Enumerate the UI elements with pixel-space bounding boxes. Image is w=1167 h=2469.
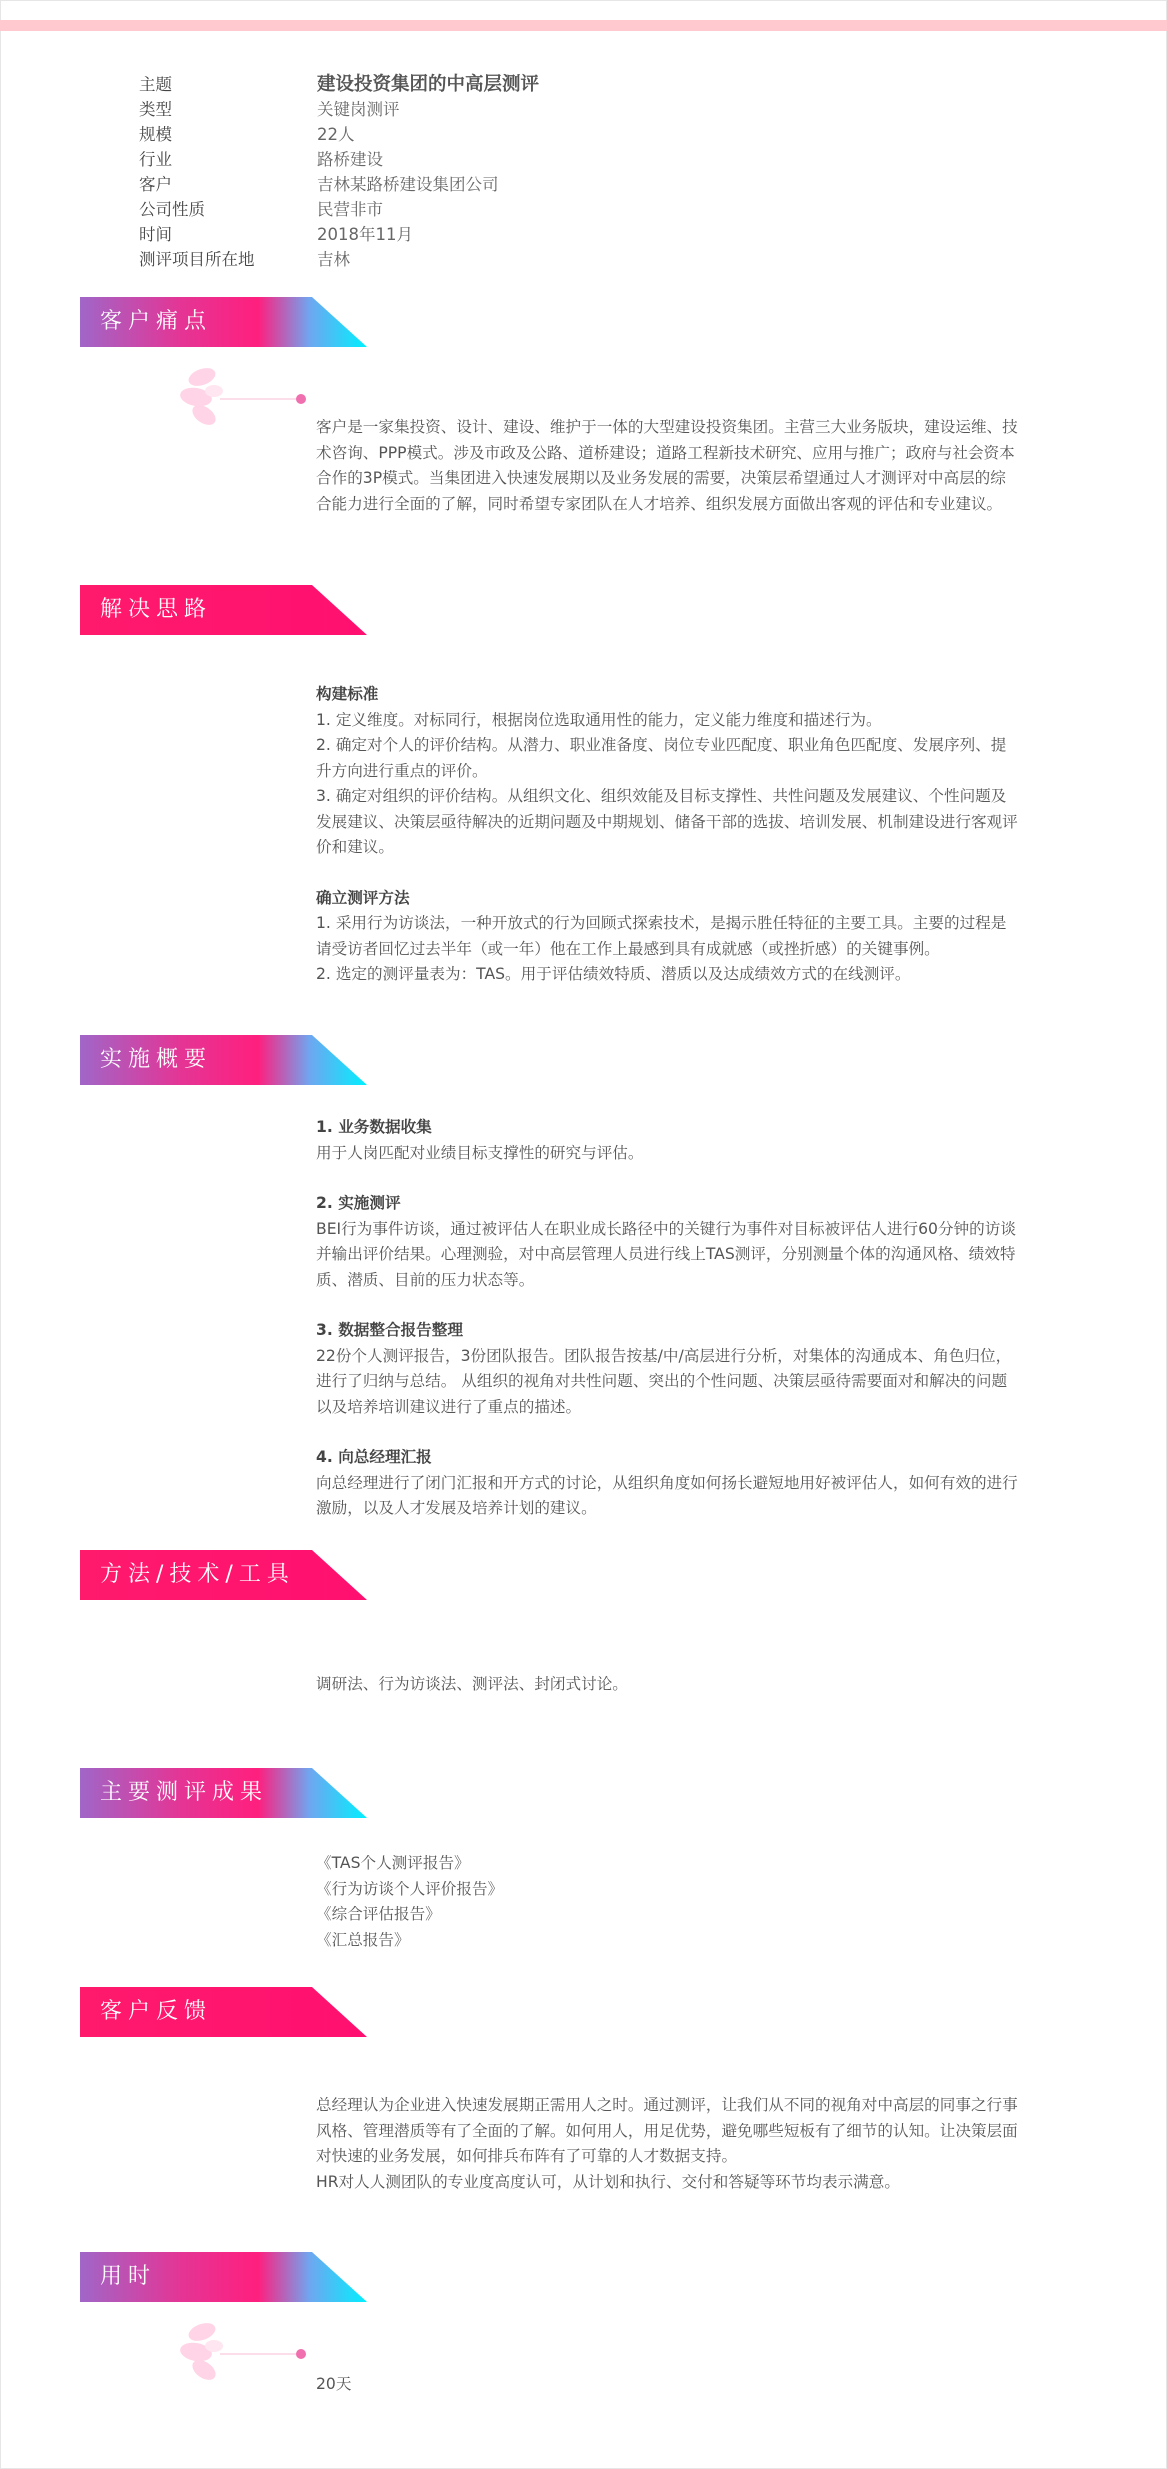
text-line: 客户是一家集投资、设计、建设、维护于一体的大型建设投资集团。主营三大业务版块，建设运维、技 (316, 418, 1018, 436)
info-key: 主题 (139, 75, 172, 94)
section-header-solution (80, 585, 367, 635)
subheading: 构建标准 (316, 685, 379, 703)
info-key: 公司性质 (139, 200, 205, 219)
flower-icon (180, 355, 310, 435)
text-line: HR对人人测团队的专业度高度认可，从计划和执行、交付和答疑等环节均表示满意。 (316, 2172, 900, 2191)
text-line: 总经理认为企业进入快速发展期正需用人之时。通过测评，让我们从不同的视角对中高层的同事之行事 (316, 2096, 1018, 2114)
text-line: 1. 定义维度。对标同行，根据岗位选取通用性的能力，定义能力维度和描述行为。 (316, 710, 882, 729)
text-line: 合作的3P模式。当集团进入快速发展期以及业务发展的需要，决策层希望通过人才测评对中高层的综 (316, 469, 1006, 487)
text-line: 请受访者回忆过去半年（或一年）他在工作上最感到具有成就感（或挫折感）的关键事例。 (316, 939, 940, 958)
text-line: 2. 确定对个人的评价结构。从潜力、职业准备度、岗位专业匹配度、职业角色匹配度、发展序列、提 (316, 736, 1007, 754)
info-key: 测评项目所在地 (139, 250, 255, 269)
text-line: 对快速的业务发展，如何排兵布阵有了可靠的人才数据支持。 (316, 2147, 738, 2165)
methods-content (316, 1672, 1084, 1698)
info-value: 2018年11月 (317, 225, 413, 244)
info-value: 路桥建设 (317, 150, 383, 169)
info-row-client (139, 172, 539, 197)
text-line: 价和建议。 (316, 838, 394, 856)
info-value: 关键岗测评 (317, 100, 400, 119)
flower-decoration (180, 2310, 310, 2390)
results-content (316, 1851, 1084, 1953)
info-value: 22人 (317, 125, 355, 144)
text-line: 以及培养培训建议进行了重点的描述。 (316, 1397, 582, 1416)
info-value: 民营非市 (317, 200, 383, 219)
info-row-time (139, 222, 539, 247)
info-value: 吉林 (317, 250, 350, 269)
text-line: 22份个人测评报告，3份团队报告。团队报告按基/中/高层进行分析，对集体的沟通成本、角色归位， (316, 1346, 1012, 1365)
info-value: 建设投资集团的中高层测评 (317, 74, 540, 95)
text-line: 《TAS个人测评报告》 (316, 1854, 470, 1872)
text-line: 《综合评估报告》 (316, 1905, 441, 1923)
info-row-location (139, 247, 539, 272)
section-title: 主要测评成果 (100, 1780, 269, 1805)
info-value: 吉林某路桥建设集团公司 (317, 175, 499, 194)
section-header-methods (80, 1550, 367, 1600)
info-key: 客户 (139, 175, 172, 194)
text-line: 质、潜质、目前的压力状态等。 (316, 1270, 535, 1289)
implementation-content (316, 1115, 1084, 1522)
text-line: 2. 选定的测评量表为：TAS。用于评估绩效特质、潜质以及达成绩效方式的在线测评。 (316, 965, 911, 983)
subheading: 2. 实施测评 (316, 1194, 401, 1212)
section-title: 解决思路 (100, 597, 213, 622)
section-title: 客户反馈 (100, 1999, 213, 2024)
section-title: 用时 (100, 2264, 157, 2289)
pain-content (316, 415, 1084, 517)
text-line: 《行为访谈个人评价报告》 (316, 1879, 504, 1898)
text-line: 《汇总报告》 (316, 1930, 410, 1949)
subheading: 1. 业务数据收集 (316, 1118, 432, 1136)
info-key: 时间 (139, 225, 172, 244)
info-row-industry (139, 147, 539, 172)
text-line: 进行了归纳与总结。 从组织的视角对共性问题、突出的个性问题、决策层亟待需要面对和解决的问题 (316, 1372, 1008, 1390)
section-header-duration (80, 2252, 367, 2302)
text-line: 激励，以及人才发展及培养计划的建议。 (316, 1499, 597, 1517)
info-key: 规模 (139, 125, 172, 144)
subheading: 确立测评方法 (316, 888, 410, 907)
section-header-results (80, 1768, 367, 1818)
text-line: 1. 采用行为访谈法，一种开放式的行为回顾式探索技术，是揭示胜任特征的主要工具。主要的过程是 (316, 914, 1007, 932)
flower-decoration (180, 355, 310, 435)
section-header-pain (80, 297, 367, 347)
info-key: 类型 (139, 100, 172, 119)
text-line: 风格、管理潜质等有了全面的了解。如何用人，用足优势，避免哪些短板有了细节的认知。让决策层面 (316, 2121, 1018, 2140)
text-line: 调研法、行为访谈法、测评法、封闭式讨论。 (316, 1675, 628, 1693)
top-stripe (0, 20, 1167, 31)
solution-content (316, 682, 1084, 988)
info-row-scale (139, 122, 539, 147)
text-line: 用于人岗匹配对业绩目标支撑性的研究与评估。 (316, 1143, 644, 1162)
text-line: 术咨询、PPP模式。涉及市政及公路、道桥建设；道路工程新技术研究、应用与推广；政府与社会资本 (316, 443, 1015, 462)
text-line: 升方向进行重点的评价。 (316, 761, 488, 780)
info-row-type (139, 97, 539, 122)
flower-icon (180, 2310, 310, 2390)
project-info-table (139, 72, 539, 272)
feedback-content (316, 2093, 1084, 2195)
text-line: 发展建议、决策层亟待解决的近期问题及中期规划、储备干部的选拔、培训发展、机制建设进行客观评 (316, 812, 1018, 831)
text-line: 合能力进行全面的了解，同时希望专家团队在人才培养、组织发展方面做出客观的评估和专业建议。 (316, 494, 1003, 513)
text-line: 3. 确定对组织的评价结构。从组织文化、组织效能及目标支撑性、共性问题及发展建议、个性问题及 (316, 787, 1007, 805)
text-line: 并输出评价结果。心理测验，对中高层管理人员进行线上TAS测评，分别测量个体的沟通风格、绩效特 (316, 1245, 1016, 1263)
info-row-company-type (139, 197, 539, 222)
section-header-feedback (80, 1987, 367, 2037)
info-key: 行业 (139, 150, 172, 169)
section-title: 客户痛点 (100, 309, 213, 334)
subheading: 3. 数据整合报告整理 (316, 1321, 463, 1339)
text-line: 向总经理进行了闭门汇报和开方式的讨论，从组织角度如何扬长避短地用好被评估人，如何有效的进行 (316, 1473, 1018, 1492)
section-header-implementation (80, 1035, 367, 1085)
text-line: 20天 (316, 2375, 352, 2393)
info-row-topic (139, 72, 539, 97)
text-line: BEI行为事件访谈，通过被评估人在职业成长路径中的关键行为事件对目标被评估人进行60分钟的访谈 (316, 1219, 1016, 1238)
section-title: 方法/技术/工具 (100, 1562, 295, 1587)
section-title: 实施概要 (100, 1047, 213, 1072)
duration-content (316, 2372, 1084, 2398)
subheading: 4. 向总经理汇报 (316, 1448, 432, 1466)
